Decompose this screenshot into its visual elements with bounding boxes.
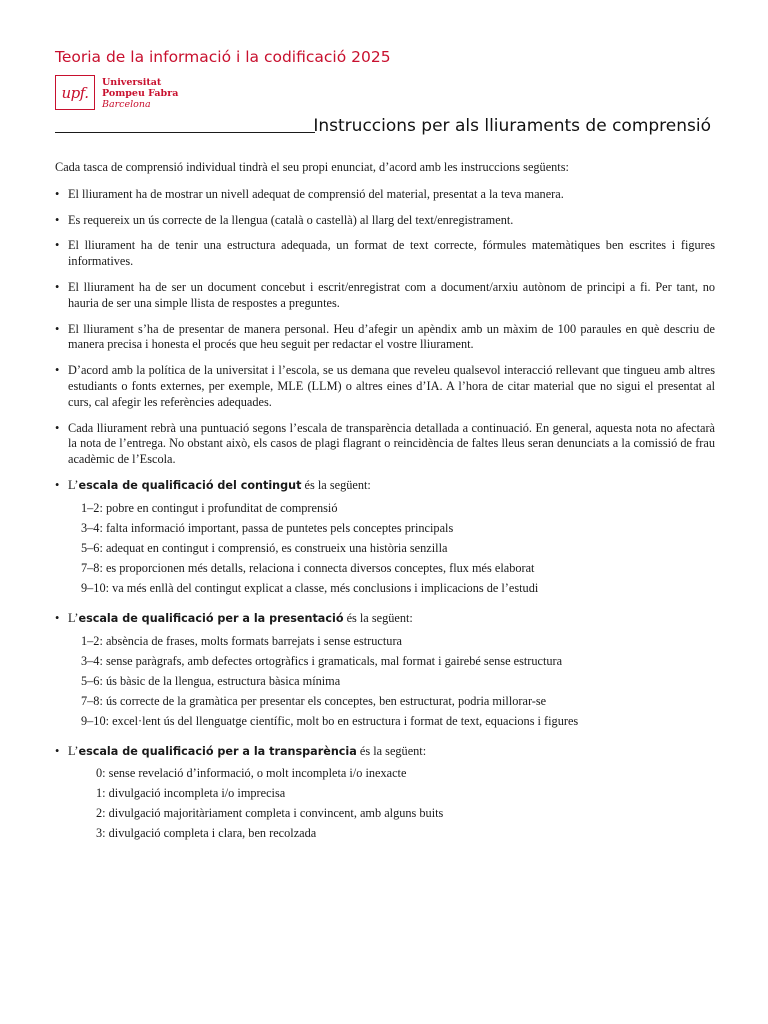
scale-entry: [68, 654, 715, 674]
scale-entry: [68, 714, 715, 734]
scale-text: ús bàsic de la llengua, estructura bàsica mínima: [105, 673, 341, 688]
list-item: [55, 187, 715, 203]
scale-entry: [68, 521, 715, 541]
scale-text: va més enllà del contingut explicat a classe, més conclusions i implicacions de l’estudi: [112, 580, 539, 595]
list-item-text: El lliurament ha de ser un document concebut i escrit/enregistrat com a document/arxiu autònom de principi a fi. Per tant, no hauria de ser una simple llista de respostes a preguntes.: [68, 279, 715, 310]
bullet: •: [55, 477, 60, 492]
bullet: •: [55, 743, 60, 758]
list-item-text: Es requereix un ús correcte de la llengua (català o castellà) al llarg del text/enregistrament.: [68, 212, 514, 227]
scale-entry: [68, 561, 715, 581]
list-item-text: El lliurament s’ha de presentar de manera personal. Heu d’afegir un apèndix amb un màxim de 100 paraules en què descriu de manera precisa i honesta el procés que heu seguit per redactar el vostre lliurament.: [68, 321, 715, 352]
scale-range: 5–6:: [81, 540, 103, 555]
scale-entry: [68, 694, 715, 714]
scale-text: divulgació completa i clara, ben recolzada: [108, 826, 317, 841]
instruction-list: [55, 187, 715, 847]
list-item-text: El lliurament ha de tenir una estructura adequada, un format de text correcte, fórmules matemàtiques ben escrites i figures informatives.: [68, 238, 715, 269]
scale-text: falta informació important, passa de puntetes pels conceptes principals: [105, 520, 454, 535]
document-title: Instruccions per als lliuraments de comprensió: [313, 116, 711, 136]
content-scale-name: escala de qualificació del contingut: [78, 478, 302, 492]
bullet: •: [55, 238, 60, 253]
list-item: [55, 280, 715, 312]
scale-text: ús correcte de la gramàtica per presentar els conceptes, ben estructurat, podria millorar-se: [105, 693, 547, 708]
bullet: •: [55, 212, 60, 227]
scale-range: 1–2:: [81, 633, 103, 648]
scale-range: 0:: [96, 766, 106, 781]
transparency-scale-name: escala de qualificació per a la transparència: [78, 744, 357, 758]
scale-suffix: és la següent:: [343, 610, 413, 625]
bullet: •: [55, 279, 60, 294]
scale-range: 7–8:: [81, 560, 103, 575]
list-item-text: D’acord amb la política de la universitat i l’escola, se us demana que reveleu qualsevol interacció rellevant que tingueu amb altres estudiants o fonts externes, per exemple, MLE (LLM) o altres eines d’IA. A l’hora de citar material que no sigui el presentat al curs, cal afegir les referències adequades.: [68, 363, 715, 409]
list-item: [55, 213, 715, 229]
bullet: •: [55, 610, 60, 625]
title-rule: [55, 132, 315, 133]
scale-text: divulgació incompleta i/o imprecisa: [108, 786, 286, 801]
scale-entry: [68, 766, 715, 786]
logo-line-3: Barcelona: [102, 99, 151, 110]
scale-entry: [68, 541, 715, 561]
list-item: [55, 363, 715, 410]
scale-prefix: L’: [68, 610, 79, 625]
transparency-scale-item: [55, 744, 715, 847]
upf-logo-mark: upf.: [55, 75, 95, 110]
scale-text: sense paràgrafs, amb defectes ortogràfics i gramaticals, mal format i gairebé sense estructura: [105, 653, 563, 668]
scale-text: adequat en contingut i comprensió, es construeix una història senzilla: [105, 540, 448, 555]
list-item: [55, 421, 715, 468]
scale-range: 3–4:: [81, 653, 103, 668]
transparency-scale-list: [68, 766, 715, 846]
scale-text: pobre en contingut i profunditat de comprensió: [105, 500, 338, 515]
logo-line-1: Universitat: [102, 77, 162, 88]
scale-entry: [68, 674, 715, 694]
bullet: •: [55, 186, 60, 201]
scale-suffix: és la següent:: [301, 477, 371, 492]
scale-entry: [68, 826, 715, 846]
scale-range: 2:: [96, 806, 106, 821]
scale-entry: [68, 806, 715, 826]
bullet: •: [55, 363, 60, 378]
presentation-scale-list: [68, 634, 715, 734]
scale-entry: [68, 581, 715, 601]
scale-range: 1–2:: [81, 500, 103, 515]
presentation-scale-label: [68, 611, 413, 625]
scale-range: 9–10:: [81, 713, 110, 728]
presentation-scale-name: escala de qualificació per a la presentació: [78, 611, 344, 625]
scale-prefix: L’: [68, 743, 79, 758]
scale-entry: [68, 501, 715, 521]
content-scale-list: [68, 501, 715, 601]
scale-text: sense revelació d’informació, o molt incompleta i/o inexacte: [108, 766, 407, 781]
course-title: Teoria de la informació i la codificació 2025: [55, 48, 391, 66]
content-scale-label: [68, 478, 371, 492]
list-item: [55, 322, 715, 354]
scale-prefix: L’: [68, 477, 79, 492]
upf-logo-text: [102, 77, 178, 110]
list-item: [55, 238, 715, 270]
intro-paragraph: Cada tasca de comprensió individual tindrà el seu propi enunciat, d’acord amb les instruccions següents:: [55, 160, 569, 174]
scale-text: divulgació majoritàriament completa i convincent, amb alguns buits: [108, 806, 444, 821]
logo-line-2: Pompeu Fabra: [102, 88, 179, 99]
scale-text: excel·lent ús del llenguatge científic, molt bo en estructura i format de text, equacions i figures: [112, 713, 579, 728]
scale-range: 7–8:: [81, 693, 103, 708]
bullet: •: [55, 420, 60, 435]
scale-range: 5–6:: [81, 673, 103, 688]
transparency-scale-label: [68, 744, 426, 758]
scale-entry: [68, 786, 715, 806]
presentation-scale-item: [55, 611, 715, 734]
scale-text: absència de frases, molts formats barrejats i sense estructura: [105, 633, 402, 648]
scale-range: 3–4:: [81, 520, 103, 535]
content-scale-item: [55, 478, 715, 601]
list-item-text: El lliurament ha de mostrar un nivell adequat de comprensió del material, presentat a la teva manera.: [68, 186, 564, 201]
bullet: •: [55, 321, 60, 336]
scale-range: 9–10:: [81, 580, 110, 595]
scale-entry: [68, 634, 715, 654]
scale-suffix: és la següent:: [356, 743, 427, 758]
upf-logo: [55, 75, 195, 115]
document-body: [55, 160, 715, 856]
scale-range: 1:: [96, 786, 106, 801]
scale-text: es proporcionen més detalls, relaciona i connecta diversos conceptes, flux més elaborat: [105, 560, 535, 575]
scale-range: 3:: [96, 826, 106, 841]
list-item-text: Cada lliurament rebrà una puntuació segons l’escala de transparència detallada a continuació. En general, aquesta nota no afectarà la nota de l’entrega. No obstant això, els casos de plagi flagrant o reincidència de faltes lleus seran denunciats a la comissió de frau acadèmic de l’Escola.: [68, 420, 715, 467]
